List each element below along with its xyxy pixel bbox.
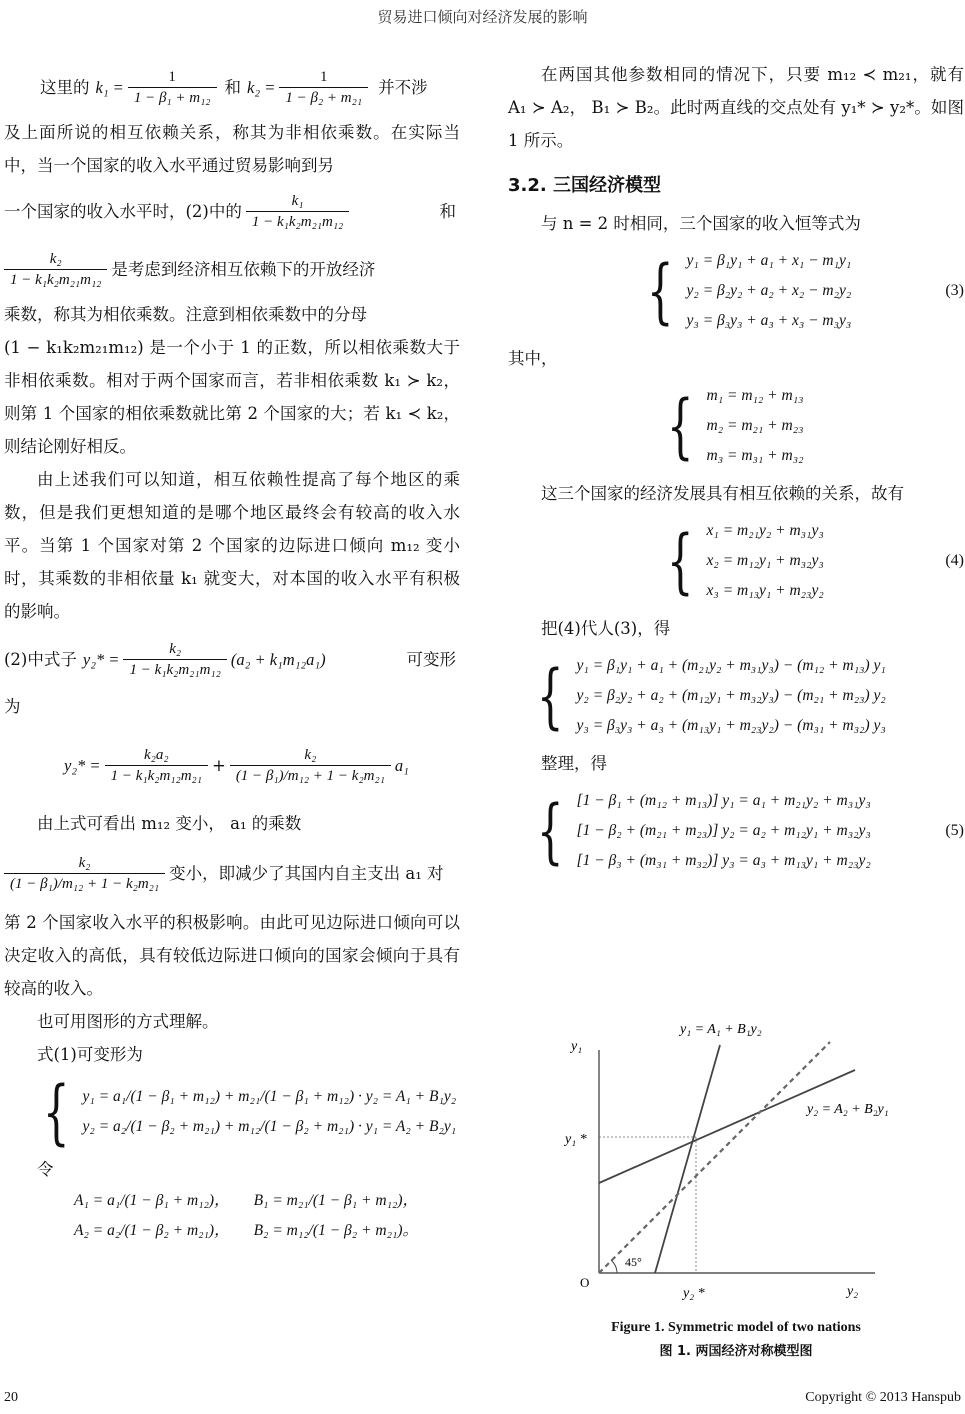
- text: (2)中式子: [4, 649, 77, 669]
- equation-line: y₂ = a₂/(1 − β₂ + m₂₁) + m₁₂/(1 − β₂ + m₂₁) · y₁ = A₂ + B₂y₁: [82, 1118, 457, 1135]
- definition: A₂ = a₂/(1 − β₂ + m₂₁)，: [74, 1222, 230, 1239]
- math-operator: +: [211, 755, 226, 775]
- paragraph-line: [4, 182, 460, 240]
- equation-lines: [707, 381, 804, 471]
- equation-3: [508, 246, 964, 336]
- denominator: 1 − k₁k₂m₂₁m₁₂: [123, 659, 226, 680]
- math: y₂* =: [82, 649, 120, 669]
- paragraph: 这三个国家的经济发展具有相互依赖的关系，故有: [541, 484, 904, 503]
- text: 可变形: [406, 649, 456, 669]
- definitions: [4, 1186, 460, 1246]
- paragraph: 由上式可看出 m₁₂ 变小， a₁ 的乘数: [37, 814, 302, 833]
- equation-line: [1 − β₂ + (m₂₁ + m₂₃)] y₂ = a₂ + m₁₂y₁ + m₃₂y₃: [576, 822, 871, 839]
- text: 变小，即减少了其国内自主支出 a₁ 对: [169, 863, 444, 883]
- figure-two-nations: [565, 1015, 895, 1315]
- fraction: [279, 67, 368, 108]
- equation-line: m₁ = m₁₂ + m₁₃: [706, 387, 804, 404]
- equation-line: x₁ = m₂₁y₂ + m₃₁y₃: [706, 522, 824, 539]
- page-number: 20: [4, 1390, 18, 1405]
- line-y2: [599, 1070, 855, 1183]
- paragraph-line: [4, 840, 460, 906]
- definition: B₂ = m₁₂/(1 − β₂ + m₂₁)。: [253, 1222, 419, 1239]
- equation-line: [1 − β₃ + (m₃₁ + m₃₂)] y₃ = a₃ + m₁₃y₁ + m₂₃y₂: [576, 852, 871, 869]
- math: a₁: [394, 755, 409, 775]
- paragraph: 与 n = 2 时相同，三个国家的收入恒等式为: [541, 214, 861, 233]
- numerator: k₂: [78, 854, 91, 871]
- equation-lines: [83, 1082, 457, 1142]
- paragraph: 由上述我们可以知道，相互依赖性提高了每个地区的乘数，但是我们更想知道的是哪个地区最终会有较高的收入水平。当第 1 个国家对第 2 个国家的边际进口倾向 m₁₂ 变小时，其乘数的非相依量 k₁ 就变大，对本国的收入水平有积极的影响。: [4, 470, 460, 621]
- brace: {: [646, 250, 674, 332]
- numerator: 1: [319, 68, 328, 85]
- text: 并不涉: [378, 77, 428, 97]
- equation-number: (4): [945, 552, 964, 569]
- equation-line: x₂ = m₁₂y₁ + m₃₂y₃: [706, 552, 824, 569]
- y2-star-label: y₂ *: [683, 1286, 705, 1301]
- text: 这里的: [40, 77, 90, 97]
- paragraph: 式(1)可变形为: [37, 1045, 143, 1064]
- brace: {: [666, 520, 694, 602]
- fraction: [123, 639, 226, 680]
- math: (a₂ + k₁m₁₂a₁): [230, 649, 326, 669]
- equation-number: (3): [945, 282, 964, 299]
- 45-degree-line: [599, 1042, 830, 1273]
- numerator: 1: [168, 68, 176, 85]
- text: 是考虑到经济相互依赖下的开放经济: [111, 259, 376, 279]
- definition-row: [74, 1216, 460, 1246]
- equation-line: y₁ = β₁y₁ + a₁ + (m₂₁y₂ + m₃₁y₃) − (m₁₂ + m₁₃) y₁: [576, 657, 886, 674]
- origin-label: O: [580, 1275, 590, 1290]
- equation-line: y₃ = β₃y₃ + a₃ + x₃ − m₃y₃: [686, 312, 852, 329]
- copyright: Copyright © 2013 Hanspub: [805, 1390, 961, 1405]
- fraction: [4, 853, 165, 894]
- denominator: (1 − β₁)/m₁₂ + 1 − k₂m₂₁: [4, 873, 165, 894]
- fraction: [246, 191, 349, 232]
- angle-arc: [611, 1260, 617, 1273]
- equation-4: [508, 516, 964, 606]
- paragraph: 把(4)代人(3)，得: [541, 619, 671, 638]
- math: k₂ =: [247, 77, 276, 97]
- equation-line: [1 − β₁ + (m₁₂ + m₁₃)] y₁ = a₁ + m₂₁y₂ + m₃₁y₃: [576, 792, 871, 809]
- line-y2-label: y₂ = A₂ + B₂y₁: [807, 1102, 889, 1117]
- fraction: [128, 67, 217, 108]
- equation-line: y₂ = β₂y₂ + a₂ + (m₁₂y₁ + m₃₂y₃) − (m₂₁ + m₂₃) y₂: [576, 687, 886, 704]
- equation-5: [508, 786, 964, 876]
- k-definitions: [4, 58, 460, 116]
- figure-caption-en: Figure 1. Symmetric model of two nations: [611, 1320, 861, 1335]
- text: 一个国家的收入水平时，(2)中的: [4, 201, 242, 221]
- equation-lines: [577, 651, 886, 741]
- paragraph: 及上面所说的相互依赖关系，称其为非相依乘数。在实际当中，当一个国家的收入水平通过贸易影响到另: [4, 123, 460, 175]
- equation-y2: [4, 723, 460, 807]
- numerator: k₂: [304, 746, 317, 763]
- text: 和: [224, 77, 242, 97]
- paragraph: 令: [37, 1160, 54, 1179]
- math: k₁ =: [95, 77, 124, 97]
- equation-lines: [577, 786, 871, 876]
- numerator: k₂a₂: [143, 746, 169, 763]
- brace: {: [666, 385, 694, 467]
- brace: {: [42, 1071, 70, 1153]
- brace: {: [536, 790, 564, 872]
- line-y1-label: y₁ = A₁ + B₁y₂: [680, 1022, 762, 1037]
- equation-system-1: [4, 1071, 460, 1153]
- m-definitions: [508, 381, 964, 471]
- y1-star-label: y₁ *: [565, 1132, 587, 1147]
- running-header: 贸易进口倾向对经济发展的影响: [377, 8, 588, 26]
- equation-line: x₃ = m₁₃y₁ + m₂₃y₂: [706, 582, 824, 599]
- fraction: [4, 249, 107, 290]
- paragraph-line: [4, 240, 460, 298]
- paragraph: 在两国其他参数相同的情况下，只要 m₁₂ ≺ m₂₁，就有 A₁ ≻ A₂， B₁ ≻ B₂。此时两直线的交点处有 y₁* ≻ y₂*。如图 1 所示。: [508, 65, 964, 150]
- fraction: [105, 745, 208, 786]
- definition: B₁ = m₂₁/(1 − β₁ + m₁₂)，: [253, 1192, 419, 1209]
- paragraph: 乘数，称其为相依乘数。注意到相依乘数中的分母: [4, 305, 367, 324]
- right-column: [508, 58, 964, 882]
- paragraph: 也可用图形的方式理解。: [37, 1012, 219, 1031]
- paragraph: 第 2 个国家收入水平的积极影响。由此可见边际进口倾向可以决定收入的高低，具有较低边际进口倾向的国家会倾向于具有较高的收入。: [4, 913, 460, 998]
- denominator: 1 − k₁k₂m₂₁m₁₂: [4, 269, 107, 290]
- fraction: [230, 745, 391, 786]
- numerator: k₂: [49, 250, 62, 267]
- math: y₂* =: [64, 755, 101, 775]
- equation-line: y₁ = a₁/(1 − β₁ + m₁₂) + m₂₁/(1 − β₁ + m₁₂) · y₂ = A₁ + B₁y₂: [82, 1088, 457, 1105]
- angle-label: 45°: [625, 1255, 642, 1269]
- denominator: 1 − β₂ + m₂₁: [279, 87, 368, 108]
- line-y1: [655, 1045, 720, 1273]
- equation-line: m₂ = m₂₁ + m₂₃: [706, 417, 804, 434]
- numerator: k₂: [169, 640, 182, 657]
- denominator: 1 − k₁k₂m₂₁m₁₂: [246, 211, 349, 232]
- numerator: k₁: [291, 192, 304, 209]
- x-axis-label: y₂: [847, 1284, 859, 1299]
- equation-line: y₂ = β₂y₂ + a₂ + x₂ − m₂y₂: [686, 282, 852, 299]
- equation-lines: [707, 516, 824, 606]
- definition-row: [74, 1186, 460, 1216]
- section-heading: 3.2. 三国经济模型: [508, 175, 661, 196]
- denominator: (1 − β₁)/m₁₂ + 1 − k₂m₂₁: [230, 765, 391, 786]
- denominator: 1 − β₁ + m₁₂: [128, 87, 217, 108]
- paragraph: 其中，: [508, 349, 558, 368]
- equation-lines: [687, 246, 852, 336]
- paragraph: 整理，得: [541, 754, 607, 773]
- y-axis-label: y₁: [571, 1039, 583, 1054]
- substituted-system: [508, 651, 964, 741]
- equation-number: (5): [945, 822, 964, 839]
- equation-line: m₃ = m₃₁ + m₃₂: [706, 447, 804, 464]
- equation-line: y₁ = β₁y₁ + a₁ + x₁ − m₁y₁: [686, 252, 852, 269]
- paragraph: 为: [4, 697, 21, 716]
- left-column: [4, 58, 460, 1246]
- paragraph: (1 − k₁k₂m₂₁m₁₂) 是一个小于 1 的正数，所以相依乘数大于非相依乘数。相对于两个国家而言，若非相依乘数 k₁ ≻ k₂，则第 1 个国家的相依乘数就比第 2 个国家的大；若 k₁ ≺ k₂，则结论刚好相反。: [4, 338, 460, 456]
- brace: {: [536, 655, 564, 737]
- denominator: 1 − k₁k₂m₁₂m₂₁: [105, 765, 208, 786]
- equation-line: y₃ = β₃y₃ + a₃ + (m₁₃y₁ + m₂₃y₂) − (m₃₁ + m₃₂) y₃: [576, 717, 886, 734]
- paragraph-line: [4, 628, 460, 690]
- figure-caption-zh: 图 1. 两国经济对称模型图: [659, 1344, 813, 1359]
- definition: A₁ = a₁/(1 − β₁ + m₁₂)，: [74, 1192, 230, 1209]
- text: 和: [439, 201, 456, 221]
